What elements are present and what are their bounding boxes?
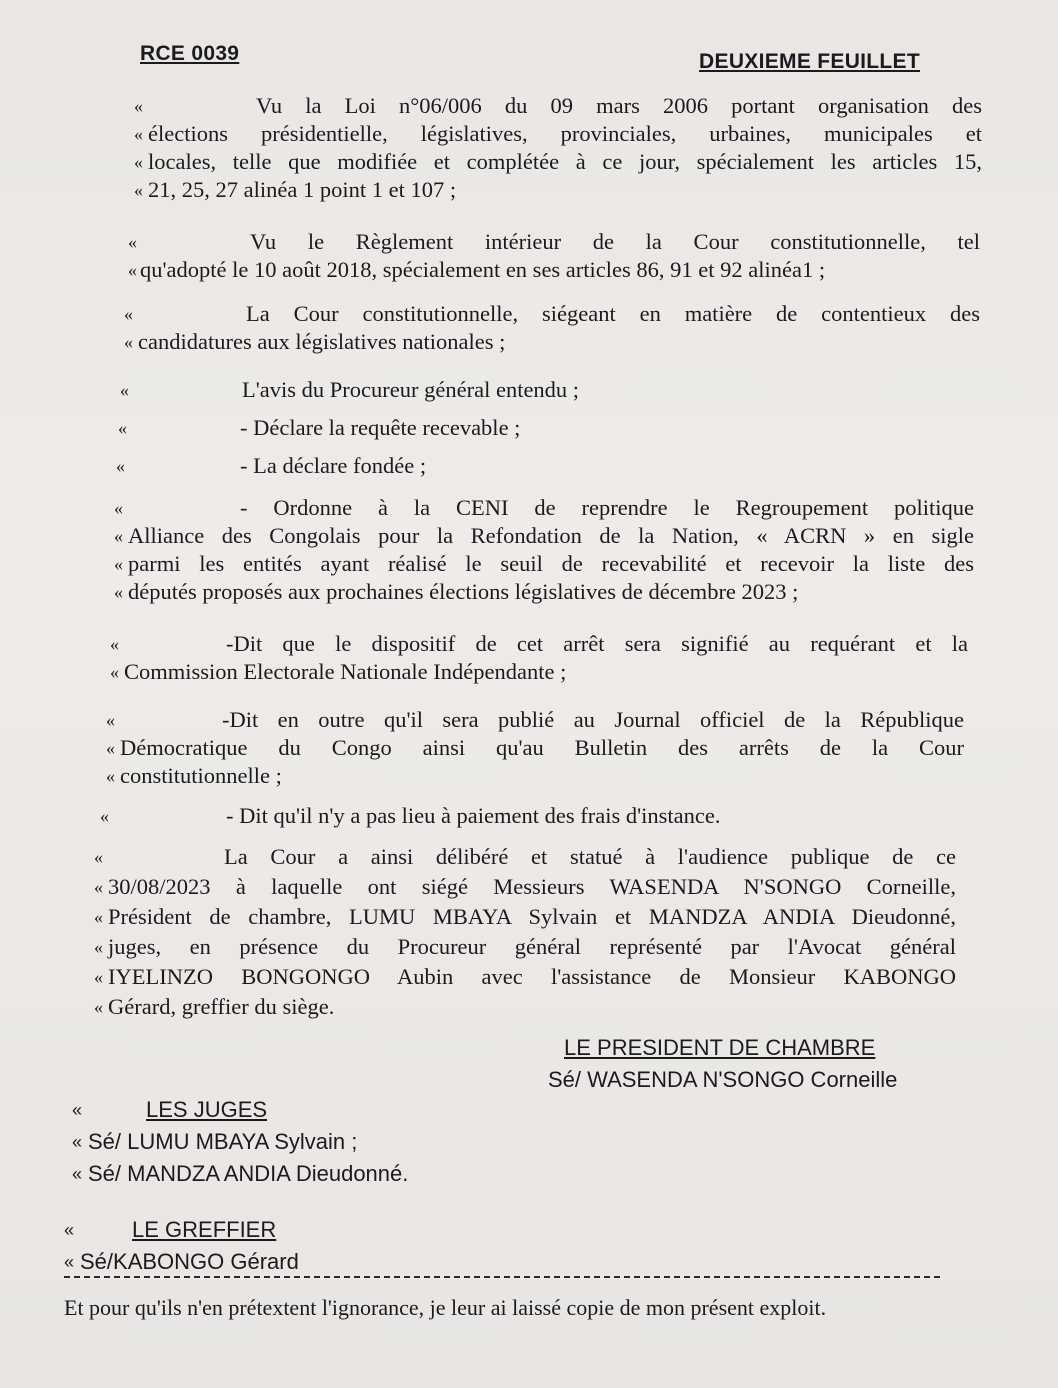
paragraph-line: élections présidentielle, législatives, provinciales, urbaines, municipales et <box>148 121 982 146</box>
president-signature: Sé/ WASENDA N'SONGO Corneille <box>548 1067 898 1092</box>
quote-mark: « <box>94 967 103 987</box>
quote-mark: « <box>114 526 123 546</box>
judges-block <box>72 1094 552 1190</box>
case-reference: RCE 0039 <box>140 42 240 65</box>
quote-mark: « <box>114 554 123 574</box>
paragraph-recevable <box>118 414 978 442</box>
paragraph-deliberation <box>94 842 956 1022</box>
quote-mark: « <box>94 937 103 957</box>
paragraph-line: -Dit que le dispositif de cet arrêt sera signifié au requérant et la <box>226 631 968 656</box>
paragraph-line: 21, 25, 27 alinéa 1 point 1 et 107 ; <box>148 177 457 202</box>
paragraph-line: parmi les entités ayant réalisé le seuil de recevabilité et recevoir la liste des <box>128 551 974 576</box>
paragraph-line: 30/08/2023 à laquelle ont siégé Messieurs WASENDA N'SONGO Corneille, <box>108 874 956 899</box>
quote-mark: « <box>72 1100 83 1120</box>
paragraph-line: - Dit qu'il n'y a pas lieu à paiement des frais d'instance. <box>226 803 721 828</box>
quote-mark: « <box>134 180 143 200</box>
quote-mark: « <box>116 456 125 476</box>
paragraph-line: Gérard, greffier du siège. <box>108 994 335 1019</box>
paragraph-cour <box>124 300 980 356</box>
paragraph-line: candidatures aux législatives nationales ; <box>138 329 506 354</box>
quote-mark: « <box>94 907 103 927</box>
paragraph-line: - La déclare fondée ; <box>240 453 427 478</box>
paragraph-line: Vu la Loi n°06/006 du 09 mars 2006 portant organisation des <box>256 93 982 118</box>
quote-mark: « <box>110 662 119 682</box>
paragraph-line: - Déclare la requête recevable ; <box>240 415 521 440</box>
president-title: LE PRESIDENT DE CHAMBRE <box>564 1035 876 1060</box>
quote-mark: « <box>120 380 129 400</box>
quote-mark: « <box>72 1132 83 1152</box>
quote-mark: « <box>134 152 143 172</box>
paragraph-line: La Cour constitutionnelle, siégeant en matière de contentieux des <box>246 301 980 326</box>
judge-signature: Sé/ LUMU MBAYA Sylvain ; <box>88 1129 358 1154</box>
quote-mark: « <box>106 710 115 730</box>
paragraph-line: Président de chambre, LUMU MBAYA Sylvain et MANDZA ANDIA Dieudonné, <box>108 904 956 929</box>
quote-mark: « <box>114 582 123 602</box>
paragraph-loi <box>134 92 982 204</box>
quote-mark: « <box>100 806 109 826</box>
paragraph-line: locales, telle que modifiée et complétée à ce jour, spécialement les articles 15, <box>148 149 982 174</box>
quote-mark: « <box>94 847 103 867</box>
paragraph-line: IYELINZO BONGONGO Aubin avec l'assistance de Monsieur KABONGO <box>108 964 956 989</box>
paragraph-line: La Cour a ainsi délibéré et statué à l'audience publique de ce <box>224 844 956 869</box>
paragraph-publication <box>106 706 964 790</box>
judges-title: LES JUGES <box>146 1097 268 1122</box>
footer-text: Et pour qu'ils n'en prétextent l'ignorance, je leur ai laissé copie de mon présent exploit. <box>64 1295 827 1320</box>
paragraph-line: députés proposés aux prochaines élections législatives de décembre 2023 ; <box>128 579 799 604</box>
quote-mark: « <box>134 124 143 144</box>
paragraph-line: Commission Electorale Nationale Indépendante ; <box>124 659 567 684</box>
paragraph-line: Démocratique du Congo ainsi qu'au Bulletin des arrêts de la Cour <box>120 735 964 760</box>
clerk-signature: Sé/KABONGO Gérard <box>80 1249 299 1274</box>
quote-mark: « <box>124 332 133 352</box>
quote-mark: « <box>110 634 119 654</box>
paragraph-fondee <box>116 452 976 480</box>
quote-mark: « <box>114 498 123 518</box>
sheet-label: DEUXIEME FEUILLET <box>699 50 920 73</box>
quote-mark: « <box>124 304 133 324</box>
paragraph-line: - Ordonne à la CENI de reprendre le Regroupement politique <box>240 495 974 520</box>
paragraph-line: Alliance des Congolais pour la Refondation de la Nation, « ACRN » en sigle <box>128 523 974 548</box>
document-header <box>140 42 920 74</box>
quote-mark: « <box>128 260 137 280</box>
quote-mark: « <box>128 232 137 252</box>
judge-signature: Sé/ MANDZA ANDIA Dieudonné. <box>88 1161 409 1186</box>
quote-mark: « <box>106 766 115 786</box>
quote-mark: « <box>94 997 103 1017</box>
paragraph-line: L'avis du Procureur général entendu ; <box>242 377 580 402</box>
quote-mark: « <box>94 877 103 897</box>
clerk-title: LE GREFFIER <box>132 1217 277 1242</box>
quote-mark: « <box>64 1252 75 1272</box>
paragraph-line: juges, en présence du Procureur général représenté par l'Avocat général <box>108 934 956 959</box>
paragraph-dispositif <box>110 630 968 686</box>
paragraph-line: constitutionnelle ; <box>120 763 282 788</box>
president-block <box>540 1032 940 1096</box>
paragraph-line: -Dit en outre qu'il sera publié au Journal officiel de la République <box>222 707 964 732</box>
paragraph-ordonne <box>114 494 974 606</box>
paragraph-line: Vu le Règlement intérieur de la Cour constitutionnelle, tel <box>250 229 980 254</box>
quote-mark: « <box>64 1220 75 1240</box>
clerk-block <box>64 1214 544 1278</box>
dashed-separator <box>64 1276 940 1278</box>
paragraph-line: qu'adopté le 10 août 2018, spécialement en ses articles 86, 91 et 92 alinéa1 ; <box>140 257 826 282</box>
paragraph-frais <box>100 802 960 830</box>
paragraph-avis <box>120 376 980 404</box>
paragraph-reglement <box>128 228 980 284</box>
quote-mark: « <box>134 96 143 116</box>
quote-mark: « <box>72 1164 83 1184</box>
quote-mark: « <box>118 418 127 438</box>
quote-mark: « <box>106 738 115 758</box>
